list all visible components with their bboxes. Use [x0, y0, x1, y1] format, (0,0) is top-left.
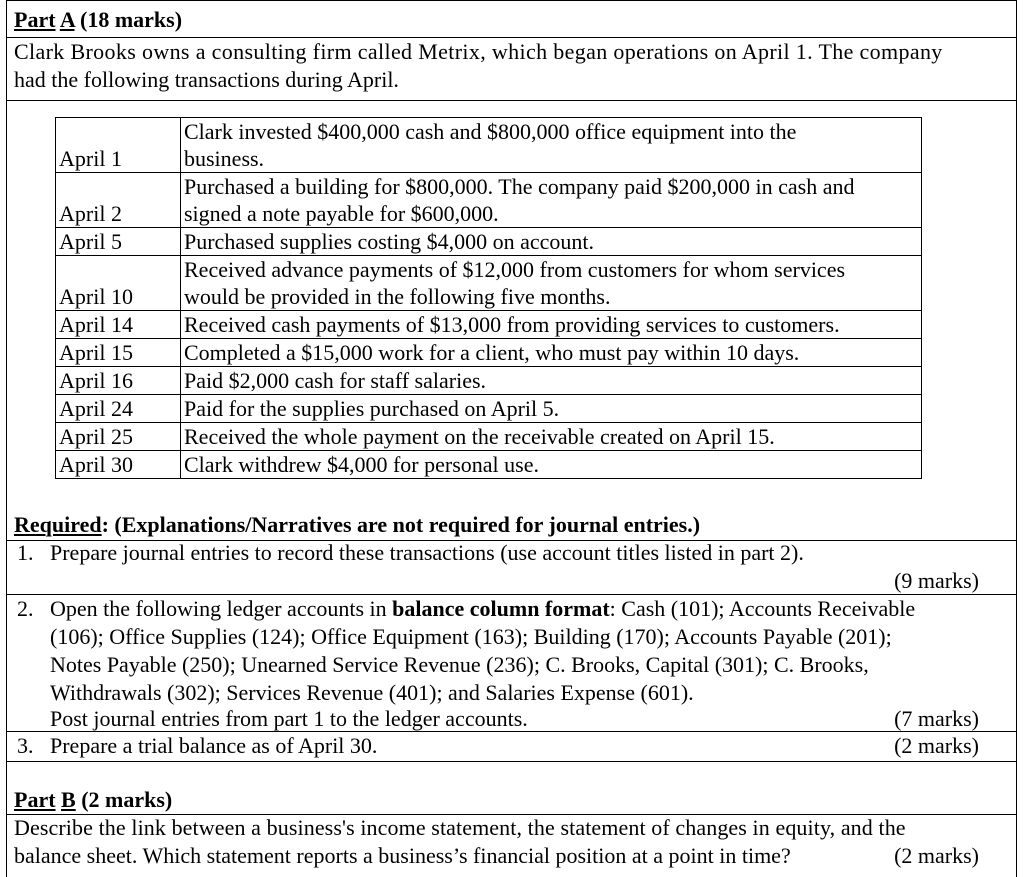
part-b-line2: balance sheet. Which statement reports a business’s financial position at a point in time? — [14, 843, 791, 868]
transaction-description: Clark withdrew $4,000 for personal use. — [181, 451, 922, 479]
table-row — [56, 228, 922, 256]
transaction-description: Received cash payments of $13,000 from providing services to customers. — [181, 311, 922, 339]
table-row — [56, 256, 922, 311]
part-b-line1: Describe the link between a business's income statement, the statement of changes in equity, and the — [14, 815, 906, 840]
required-item-3-text: Prepare a trial balance as of April 30. — [50, 733, 378, 758]
required-item-1-text: Prepare journal entries to record these transactions (use account titles listed in part 2). — [50, 540, 804, 565]
transaction-date: April 15 — [56, 339, 181, 367]
required-item-2-line1: Open the following ledger accounts in balance column format: Cash (101); Accounts Receivable — [50, 596, 916, 621]
transaction-description: Received the whole payment on the receivable created on April 15. — [181, 423, 922, 451]
part-a-intro-line1: Clark Brooks owns a consulting firm called Metrix, which began operations on April 1. The company — [14, 39, 943, 64]
divider — [6, 761, 1017, 762]
required-heading: Required: (Explanations/Narratives are not required for journal entries.) — [14, 512, 701, 537]
required-item-2-line3: Notes Payable (250); Unearned Service Revenue (236); C. Brooks, Capital (301); C. Brooks, — [50, 652, 869, 677]
transaction-date: April 5 — [56, 228, 181, 256]
required-item-2-line5: Post journal entries from part 1 to the ledger accounts. — [50, 706, 528, 731]
required-item-2-line4: Withdrawals (302); Services Revenue (401); and Salaries Expense (601). — [50, 680, 694, 705]
transaction-description: Completed a $15,000 work for a client, who must pay within 10 days. — [181, 339, 922, 367]
table-row — [56, 367, 922, 395]
transaction-description: Clark invested $400,000 cash and $800,000 office equipment into the business. — [181, 118, 922, 173]
transaction-date: April 14 — [56, 311, 181, 339]
transaction-description: Received advance payments of $12,000 from customers for whom services would be provided in the following five months. — [181, 256, 922, 311]
required-item-number: 1. — [17, 540, 34, 565]
transactions-table — [55, 117, 922, 479]
table-row — [56, 118, 922, 173]
part-b-marks: (2 marks) — [894, 843, 979, 868]
transaction-description: Purchased a building for $800,000. The company paid $200,000 in cash and signed a note payable for $600,000. — [181, 173, 922, 228]
required-item-number: 3. — [17, 733, 34, 758]
table-row — [56, 339, 922, 367]
table-row — [56, 395, 922, 423]
divider — [6, 100, 1017, 101]
table-row — [56, 173, 922, 228]
transaction-date: April 10 — [56, 256, 181, 311]
table-row — [56, 423, 922, 451]
required-item-number: 2. — [17, 596, 34, 621]
transaction-date: April 25 — [56, 423, 181, 451]
transaction-description: Paid $2,000 cash for staff salaries. — [181, 367, 922, 395]
required-item-2-line2: (106); Office Supplies (124); Office Equipment (163); Building (170); Accounts Payable (201); — [50, 624, 892, 649]
required-item-3-marks: (2 marks) — [894, 733, 979, 758]
required-item-1-marks: (9 marks) — [894, 568, 979, 593]
required-item-2-marks: (7 marks) — [894, 706, 979, 731]
transaction-date: April 2 — [56, 173, 181, 228]
transaction-date: April 24 — [56, 395, 181, 423]
transaction-date: April 1 — [56, 118, 181, 173]
part-b-heading: Part B (2 marks) — [14, 787, 173, 812]
table-row — [56, 311, 922, 339]
table-row — [56, 451, 922, 479]
transaction-date: April 30 — [56, 451, 181, 479]
transaction-description: Paid for the supplies purchased on April 5. — [181, 395, 922, 423]
part-a-heading: Part A (18 marks) — [14, 7, 183, 32]
transaction-date: April 16 — [56, 367, 181, 395]
transaction-description: Purchased supplies costing $4,000 on account. — [181, 228, 922, 256]
part-a-intro-line2: had the following transactions during April. — [14, 67, 399, 92]
